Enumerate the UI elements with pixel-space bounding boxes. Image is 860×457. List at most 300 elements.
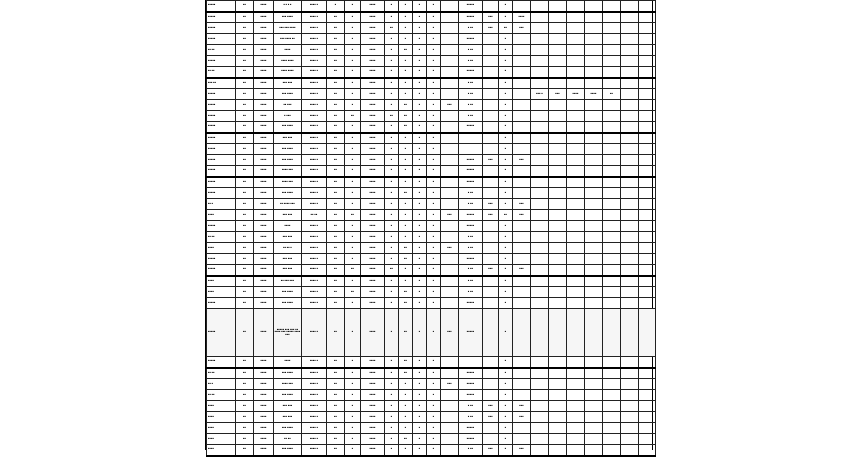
table-cell[interactable] [531, 265, 549, 276]
table-cell[interactable] [621, 423, 639, 434]
table-cell[interactable]: ▪ [399, 390, 413, 401]
table-cell[interactable] [585, 166, 603, 177]
table-cell[interactable] [441, 265, 459, 276]
table-cell[interactable] [531, 243, 549, 254]
table-cell[interactable] [603, 12, 621, 23]
table-cell[interactable]: ▪ ▪▪ [459, 56, 483, 67]
table-cell[interactable] [603, 166, 621, 177]
table-cell[interactable]: ▪ [427, 232, 441, 243]
table-cell[interactable] [549, 23, 567, 34]
table-cell[interactable]: ▪ [385, 412, 399, 423]
table-cell[interactable] [639, 100, 656, 111]
table-cell[interactable]: ▪▪▪ [483, 155, 499, 166]
table-cell[interactable] [567, 1, 585, 12]
table-cell[interactable] [513, 243, 531, 254]
table-cell[interactable]: ▪▪▪ ▪▪▪▪ [274, 89, 302, 100]
table-cell[interactable]: ▪▪ [345, 287, 361, 298]
table-cell[interactable]: ▪ [427, 78, 441, 89]
table-cell[interactable]: ▪ [427, 243, 441, 254]
table-cell[interactable]: ▪▪▪▪ ▪ [302, 45, 327, 56]
table-cell[interactable] [639, 133, 656, 144]
table-cell[interactable] [531, 111, 549, 122]
table-cell[interactable]: ▪ [427, 45, 441, 56]
table-cell[interactable] [531, 254, 549, 265]
table-cell[interactable]: ▪ [385, 287, 399, 298]
table-cell[interactable]: ▪▪ ▪▪ [302, 210, 327, 221]
table-cell[interactable]: ▪▪▪▪▪ [459, 423, 483, 434]
table-cell[interactable] [603, 390, 621, 401]
table-cell[interactable]: ▪▪▪▪ ▪ [302, 401, 327, 412]
table-cell[interactable] [603, 100, 621, 111]
table-cell[interactable] [639, 445, 656, 456]
table-cell[interactable] [513, 188, 531, 199]
table-cell[interactable]: ▪ [345, 67, 361, 78]
table-cell[interactable] [621, 287, 639, 298]
table-cell[interactable] [603, 133, 621, 144]
table-cell[interactable]: ▪▪▪▪ ▪ [302, 122, 327, 133]
table-cell[interactable]: ▪▪▪▪ ▪ [302, 243, 327, 254]
table-cell[interactable] [639, 287, 656, 298]
table-cell[interactable]: ▪ [413, 298, 427, 309]
table-cell[interactable]: ▪▪▪▪ [567, 89, 585, 100]
table-cell[interactable]: ▪ [345, 155, 361, 166]
table-cell[interactable]: ▪▪▪▪ ▪ [302, 412, 327, 423]
table-cell[interactable] [585, 265, 603, 276]
table-cell[interactable]: ▪ [327, 1, 345, 12]
table-cell[interactable]: ▪▪▪ [483, 12, 499, 23]
table-cell[interactable] [513, 1, 531, 12]
table-cell[interactable]: ▪ [413, 379, 427, 390]
table-cell[interactable]: ▪▪▪▪ [254, 144, 274, 155]
table-cell[interactable]: ▪ [385, 276, 399, 287]
table-cell[interactable]: ▪▪ ▪▪ [207, 45, 236, 56]
table-cell[interactable]: ▪ [399, 445, 413, 456]
table-cell[interactable]: ▪▪▪ [513, 445, 531, 456]
table-cell[interactable] [441, 12, 459, 23]
table-cell[interactable]: ▪ [499, 67, 513, 78]
table-cell[interactable] [567, 155, 585, 166]
table-cell[interactable]: ▪▪▪▪ [254, 390, 274, 401]
table-cell[interactable]: ▪ [399, 232, 413, 243]
table-cell[interactable]: ▪▪▪ ▪▪▪▪ [274, 12, 302, 23]
table-cell[interactable] [549, 379, 567, 390]
table-cell[interactable]: ▪▪▪▪ [207, 423, 236, 434]
table-cell[interactable] [621, 390, 639, 401]
table-cell[interactable] [567, 78, 585, 89]
table-cell[interactable]: ▪▪▪▪ [361, 210, 385, 221]
table-cell[interactable]: ▪▪▪▪▪ [207, 111, 236, 122]
table-cell[interactable] [639, 221, 656, 232]
table-cell[interactable] [621, 401, 639, 412]
table-cell[interactable] [441, 287, 459, 298]
table-cell[interactable]: ▪▪▪▪ ▪ [302, 254, 327, 265]
table-cell[interactable] [621, 379, 639, 390]
table-cell[interactable]: ▪ [345, 368, 361, 379]
table-cell[interactable]: ▪▪ [327, 122, 345, 133]
table-cell[interactable] [483, 34, 499, 45]
table-cell[interactable] [603, 78, 621, 89]
table-cell[interactable] [531, 100, 549, 111]
table-cell[interactable]: ▪▪ [399, 357, 413, 368]
table-cell[interactable] [621, 309, 639, 357]
table-cell[interactable]: ▪▪▪▪ [254, 298, 274, 309]
table-cell[interactable] [549, 1, 567, 12]
table-cell[interactable] [549, 188, 567, 199]
table-cell[interactable] [531, 221, 549, 232]
table-cell[interactable]: ▪▪▪ [513, 155, 531, 166]
table-cell[interactable]: ▪ [499, 100, 513, 111]
table-cell[interactable]: ▪▪ [236, 357, 254, 368]
table-cell[interactable]: ▪▪ [236, 199, 254, 210]
table-cell[interactable]: ▪ ▪▪ [459, 276, 483, 287]
table-cell[interactable]: ▪ [385, 368, 399, 379]
table-cell[interactable] [549, 155, 567, 166]
table-cell[interactable]: ▪▪ [327, 166, 345, 177]
table-cell[interactable] [585, 390, 603, 401]
table-cell[interactable] [639, 155, 656, 166]
table-cell[interactable]: ▪▪ ▪ [207, 379, 236, 390]
table-cell[interactable]: ▪ [413, 23, 427, 34]
table-cell[interactable]: ▪▪▪▪ ▪ [302, 309, 327, 357]
table-cell[interactable]: ▪ [399, 379, 413, 390]
table-cell[interactable]: ▪▪▪▪ ▪ [302, 287, 327, 298]
table-cell[interactable]: ▪▪▪▪ [361, 401, 385, 412]
table-cell[interactable]: ▪▪▪▪ ▪ [302, 177, 327, 188]
table-cell[interactable] [567, 390, 585, 401]
table-cell[interactable] [603, 265, 621, 276]
table-cell[interactable]: ▪▪▪▪ ▪ [302, 221, 327, 232]
table-cell[interactable]: ▪▪▪▪ ▪ [302, 265, 327, 276]
table-cell[interactable]: ▪▪ [327, 100, 345, 111]
table-cell[interactable]: ▪ [427, 23, 441, 34]
table-cell[interactable]: ▪▪▪ ▪▪▪ [274, 210, 302, 221]
table-cell[interactable] [513, 309, 531, 357]
table-cell[interactable] [549, 133, 567, 144]
table-cell[interactable]: ▪▪▪▪▪ [207, 265, 236, 276]
table-cell[interactable]: ▪ [345, 78, 361, 89]
table-cell[interactable] [549, 401, 567, 412]
table-cell[interactable] [549, 232, 567, 243]
table-cell[interactable]: ▪▪▪▪ [361, 434, 385, 445]
table-cell[interactable] [549, 412, 567, 423]
table-cell[interactable]: ▪ [499, 434, 513, 445]
table-cell[interactable] [531, 188, 549, 199]
table-cell[interactable]: ▪▪▪▪ [254, 265, 274, 276]
table-cell[interactable] [621, 243, 639, 254]
table-cell[interactable]: ▪▪▪▪ [254, 122, 274, 133]
table-cell[interactable]: ▪ [427, 177, 441, 188]
table-cell[interactable] [585, 309, 603, 357]
table-cell[interactable]: ▪▪▪▪ [254, 243, 274, 254]
table-cell[interactable]: ▪▪▪▪▪ [207, 298, 236, 309]
table-cell[interactable]: ▪▪▪▪ [254, 412, 274, 423]
table-cell[interactable]: ▪ [345, 177, 361, 188]
table-cell[interactable] [567, 23, 585, 34]
table-cell[interactable] [603, 177, 621, 188]
table-cell[interactable] [513, 144, 531, 155]
table-cell[interactable]: ▪ [413, 445, 427, 456]
table-cell[interactable]: ▪▪▪ ▪▪▪▪ [274, 298, 302, 309]
table-cell[interactable]: ▪▪▪▪ ▪ [302, 232, 327, 243]
table-cell[interactable] [585, 412, 603, 423]
table-cell[interactable] [639, 23, 656, 34]
table-cell[interactable] [441, 199, 459, 210]
table-cell[interactable] [483, 368, 499, 379]
table-cell[interactable]: ▪▪ [399, 254, 413, 265]
table-cell[interactable] [603, 423, 621, 434]
table-cell[interactable]: ▪▪▪▪▪ [207, 177, 236, 188]
table-cell[interactable] [441, 412, 459, 423]
table-cell[interactable]: ▪▪ [399, 309, 413, 357]
table-cell[interactable]: ▪▪▪▪ ▪▪▪ [274, 177, 302, 188]
table-cell[interactable]: ▪ [345, 390, 361, 401]
table-cell[interactable]: ▪▪ [236, 78, 254, 89]
table-cell[interactable] [549, 309, 567, 357]
table-cell[interactable]: ▪▪▪▪▪ [207, 155, 236, 166]
table-cell[interactable] [513, 177, 531, 188]
table-cell[interactable] [531, 276, 549, 287]
table-cell[interactable]: ▪▪ [327, 445, 345, 456]
table-cell[interactable]: ▪▪▪▪ [361, 243, 385, 254]
table-cell[interactable]: ▪ [385, 12, 399, 23]
table-cell[interactable]: ▪ [399, 56, 413, 67]
table-cell[interactable]: ▪▪ [236, 56, 254, 67]
table-cell[interactable]: ▪ [427, 445, 441, 456]
table-cell[interactable]: ▪ [499, 12, 513, 23]
table-cell[interactable]: ▪▪▪▪▪ [207, 100, 236, 111]
table-cell[interactable]: ▪ [345, 89, 361, 100]
table-cell[interactable]: ▪▪ [327, 412, 345, 423]
table-cell[interactable] [513, 45, 531, 56]
table-cell[interactable]: ▪ [345, 56, 361, 67]
table-cell[interactable] [567, 221, 585, 232]
table-cell[interactable] [621, 434, 639, 445]
table-cell[interactable] [483, 144, 499, 155]
table-cell[interactable]: ▪▪ [327, 401, 345, 412]
table-cell[interactable]: ▪▪▪▪ [254, 23, 274, 34]
table-cell[interactable]: ▪▪▪▪▪ [459, 368, 483, 379]
table-cell[interactable] [531, 177, 549, 188]
table-cell[interactable]: ▪ [345, 379, 361, 390]
table-cell[interactable] [531, 45, 549, 56]
table-cell[interactable] [585, 56, 603, 67]
table-cell[interactable] [567, 412, 585, 423]
table-cell[interactable] [549, 177, 567, 188]
table-cell[interactable]: ▪▪ ▪▪▪▪ ▪▪▪ [274, 199, 302, 210]
table-cell[interactable]: ▪▪ [327, 210, 345, 221]
table-cell[interactable]: ▪▪▪▪▪ [207, 166, 236, 177]
table-cell[interactable] [549, 265, 567, 276]
table-cell[interactable]: ▪▪ [236, 254, 254, 265]
table-cell[interactable] [483, 423, 499, 434]
table-cell[interactable]: ▪ [399, 67, 413, 78]
table-cell[interactable] [621, 23, 639, 34]
table-cell[interactable]: ▪▪▪ [483, 210, 499, 221]
table-cell[interactable] [441, 177, 459, 188]
table-cell[interactable]: ▪▪ [327, 89, 345, 100]
table-cell[interactable] [513, 423, 531, 434]
table-cell[interactable]: ▪▪▪▪▪ [207, 357, 236, 368]
table-cell[interactable] [639, 401, 656, 412]
table-cell[interactable]: ▪▪▪▪ ▪ [302, 23, 327, 34]
table-cell[interactable] [483, 56, 499, 67]
table-cell[interactable]: ▪▪▪▪ [361, 177, 385, 188]
table-cell[interactable]: ▪▪▪▪▪ [459, 390, 483, 401]
table-cell[interactable]: ▪ [413, 78, 427, 89]
table-cell[interactable]: ▪ [413, 133, 427, 144]
table-cell[interactable]: ▪▪▪▪ ▪▪▪ [274, 166, 302, 177]
table-cell[interactable]: ▪ [345, 254, 361, 265]
table-cell[interactable]: ▪▪▪▪ [361, 221, 385, 232]
table-cell[interactable]: ▪▪▪▪ [254, 221, 274, 232]
table-cell[interactable] [585, 243, 603, 254]
table-cell[interactable]: ▪ [345, 133, 361, 144]
table-cell[interactable]: ▪▪ [327, 199, 345, 210]
table-cell[interactable]: ▪▪ [236, 34, 254, 45]
table-cell[interactable]: ▪▪▪ [441, 210, 459, 221]
table-cell[interactable]: ▪▪ [236, 423, 254, 434]
table-cell[interactable] [531, 12, 549, 23]
table-cell[interactable] [531, 232, 549, 243]
table-cell[interactable] [639, 188, 656, 199]
table-cell[interactable] [603, 122, 621, 133]
table-cell[interactable] [513, 122, 531, 133]
table-cell[interactable] [531, 1, 549, 12]
table-cell[interactable]: ▪▪▪▪ [207, 276, 236, 287]
table-cell[interactable]: ▪ [499, 379, 513, 390]
table-cell[interactable] [639, 34, 656, 45]
table-cell[interactable]: ▪▪▪▪ [361, 133, 385, 144]
table-cell[interactable]: ▪ [413, 243, 427, 254]
table-cell[interactable]: ▪ [427, 155, 441, 166]
table-cell[interactable]: ▪ [499, 221, 513, 232]
table-cell[interactable] [531, 67, 549, 78]
table-cell[interactable]: ▪ [427, 144, 441, 155]
table-cell[interactable]: ▪ [399, 34, 413, 45]
table-cell[interactable]: ▪ [385, 254, 399, 265]
table-cell[interactable]: ▪ [385, 144, 399, 155]
table-cell[interactable]: ▪ [385, 210, 399, 221]
table-cell[interactable] [441, 298, 459, 309]
table-cell[interactable]: ▪▪▪▪▪ [459, 210, 483, 221]
table-cell[interactable]: ▪▪ [236, 177, 254, 188]
table-cell[interactable]: ▪ [499, 287, 513, 298]
table-cell[interactable] [567, 232, 585, 243]
table-cell[interactable] [585, 177, 603, 188]
table-cell[interactable]: ▪▪▪ ▪▪ [207, 78, 236, 89]
table-cell[interactable] [639, 166, 656, 177]
table-cell[interactable]: ▪ [427, 357, 441, 368]
table-cell[interactable] [585, 100, 603, 111]
table-cell[interactable]: ▪▪▪▪▪ [459, 122, 483, 133]
table-cell[interactable]: ▪▪ [327, 232, 345, 243]
table-cell[interactable] [513, 89, 531, 100]
table-cell[interactable]: ▪▪▪▪ ▪ [302, 445, 327, 456]
table-cell[interactable]: ▪ [427, 199, 441, 210]
table-cell[interactable]: ▪▪ [236, 155, 254, 166]
table-cell[interactable] [513, 34, 531, 45]
table-cell[interactable] [549, 111, 567, 122]
table-cell[interactable]: ▪▪ [327, 45, 345, 56]
table-cell[interactable]: ▪ [345, 276, 361, 287]
table-cell[interactable]: ▪▪ [327, 67, 345, 78]
table-cell[interactable]: ▪ [385, 232, 399, 243]
table-cell[interactable]: ▪▪▪▪ [207, 445, 236, 456]
table-cell[interactable]: ▪ [345, 232, 361, 243]
table-cell[interactable] [483, 78, 499, 89]
table-cell[interactable] [441, 34, 459, 45]
table-cell[interactable] [549, 287, 567, 298]
table-cell[interactable]: ▪▪▪▪ [254, 155, 274, 166]
table-cell[interactable]: ▪ [427, 34, 441, 45]
table-cell[interactable] [567, 67, 585, 78]
table-cell[interactable] [483, 243, 499, 254]
table-cell[interactable]: ▪▪ [236, 412, 254, 423]
table-cell[interactable] [513, 133, 531, 144]
table-cell[interactable]: ▪▪▪▪ [254, 166, 274, 177]
table-cell[interactable]: ▪▪ [236, 368, 254, 379]
table-cell[interactable] [483, 122, 499, 133]
table-cell[interactable]: ▪▪▪▪ ▪ [302, 12, 327, 23]
table-cell[interactable]: ▪ [399, 177, 413, 188]
table-cell[interactable]: ▪▪▪▪ [361, 166, 385, 177]
table-cell[interactable]: ▪▪ [236, 100, 254, 111]
table-cell[interactable] [603, 45, 621, 56]
table-cell[interactable]: ▪ [413, 401, 427, 412]
table-cell[interactable] [585, 1, 603, 12]
table-cell[interactable]: ▪▪▪▪ [361, 100, 385, 111]
table-cell[interactable] [585, 111, 603, 122]
table-cell[interactable]: ▪▪▪▪▪ [207, 56, 236, 67]
table-cell[interactable]: ▪ [399, 423, 413, 434]
table-cell[interactable]: ▪▪ [399, 122, 413, 133]
table-cell[interactable]: ▪ [413, 221, 427, 232]
table-cell[interactable]: ▪▪▪ ▪▪▪▪ [274, 390, 302, 401]
table-cell[interactable]: ▪▪▪ [513, 265, 531, 276]
table-cell[interactable] [513, 434, 531, 445]
table-cell[interactable]: ▪ [385, 133, 399, 144]
table-cell[interactable] [585, 122, 603, 133]
table-cell[interactable] [441, 56, 459, 67]
table-cell[interactable]: ▪▪▪ ▪▪▪ [274, 78, 302, 89]
table-cell[interactable] [603, 368, 621, 379]
table-cell[interactable]: ▪▪ [327, 276, 345, 287]
table-cell[interactable]: ▪ [345, 100, 361, 111]
table-cell[interactable]: ▪ ▪▪ [459, 243, 483, 254]
table-cell[interactable] [621, 276, 639, 287]
table-cell[interactable]: ▪▪▪▪ [361, 155, 385, 166]
table-cell[interactable]: ▪ [385, 155, 399, 166]
table-cell[interactable] [603, 34, 621, 45]
table-cell[interactable] [585, 144, 603, 155]
table-cell[interactable]: ▪▪ [327, 221, 345, 232]
table-cell[interactable]: ▪▪ [327, 379, 345, 390]
table-cell[interactable]: ▪ [345, 434, 361, 445]
table-cell[interactable]: ▪▪▪ ▪▪▪▪ [274, 122, 302, 133]
table-cell[interactable]: ▪▪▪▪▪ [459, 1, 483, 12]
table-cell[interactable] [621, 89, 639, 100]
table-cell[interactable]: ▪ [345, 401, 361, 412]
table-cell[interactable] [603, 276, 621, 287]
table-cell[interactable]: ▪▪▪▪▪ [207, 254, 236, 265]
table-cell[interactable] [567, 45, 585, 56]
table-cell[interactable] [441, 67, 459, 78]
table-cell[interactable]: ▪ [499, 254, 513, 265]
table-cell[interactable] [621, 254, 639, 265]
table-cell[interactable]: ▪ [345, 199, 361, 210]
table-cell[interactable] [585, 199, 603, 210]
table-cell[interactable] [567, 177, 585, 188]
